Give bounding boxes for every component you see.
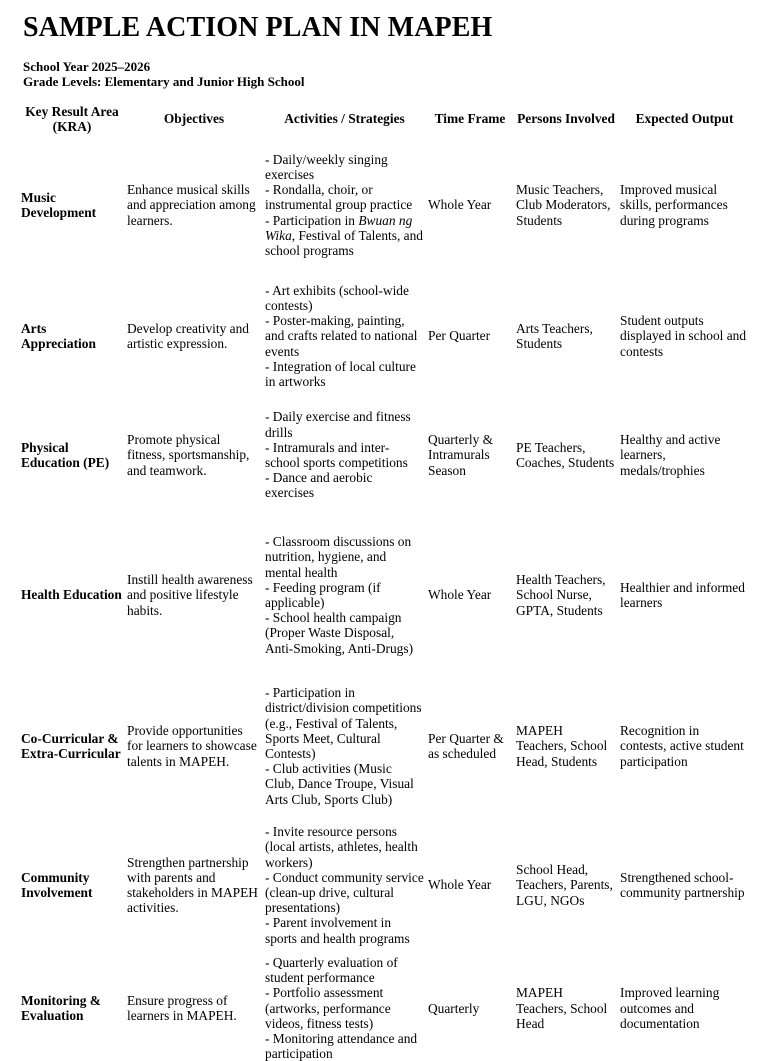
cell-expected-output: Healthy and active learners, medals/trophies [620, 432, 721, 478]
table-header-row [19, 103, 751, 135]
cell-time-frame: Quarterly & Intramurals Season [428, 432, 494, 478]
activity-item: - Quarterly evaluation of student performance [265, 955, 398, 986]
activity-item: - Monitoring attendance and participation [265, 1031, 418, 1061]
cell-persons: Music Teachers, Club Moderators, Students [516, 182, 611, 228]
header-objectives: Objectives [163, 111, 225, 127]
cell-expected-output: Strengthened school-community partnership [620, 869, 745, 900]
cell-persons: Arts Teachers, Students [516, 320, 593, 351]
header-activities: Activities / Strategies [284, 111, 405, 127]
activity-item: - Art exhibits (school-wide contests) [265, 282, 409, 313]
table-row [19, 275, 751, 397]
activity-item: - Parent involvement in sports and health programs [265, 915, 410, 946]
cell-objective: Provide opportunities for learners to showcase talents in MAPEH. [127, 723, 257, 769]
school-year: School Year 2025–2026 [23, 59, 151, 74]
activity-item: - School health campaign (Proper Waste Disposal, Anti-Smoking, Anti-Drugs) [265, 610, 414, 656]
activity-item: - Rondalla, choir, or instrumental group practice [265, 182, 413, 213]
cell-objective: Develop creativity and artistic expression. [127, 320, 249, 351]
cell-activities [263, 513, 426, 677]
cell-time-frame: Per Quarter & as scheduled [428, 730, 504, 761]
activity-item: - Portfolio assessment (artworks, performance videos, fitness tests) [265, 985, 391, 1031]
grade-levels: Grade Levels: Elementary and Junior High School [23, 74, 305, 89]
cell-kra: Co-Curricular & Extra-Curricular [21, 730, 121, 761]
cell-activities [263, 135, 426, 275]
cell-persons: Health Teachers, School Nurse, GPTA, Students [516, 572, 606, 618]
activity-item: - Dance and aerobic exercises [265, 470, 373, 501]
cell-activities [263, 397, 426, 513]
cell-kra: Music Development [21, 189, 97, 220]
activity-item: - Feeding program (if applicable) [265, 579, 381, 610]
cell-kra: Physical Education (PE) [21, 439, 110, 470]
table-row [19, 677, 751, 815]
cell-activities [263, 275, 426, 397]
table-row [19, 397, 751, 513]
cell-time-frame: Whole Year [428, 587, 492, 603]
activity-item: - Classroom discussions on nutrition, hygiene, and mental health [265, 534, 412, 580]
cell-expected-output: Student outputs displayed in school and contests [620, 313, 747, 359]
cell-kra: Monitoring & Evaluation [21, 993, 101, 1024]
cell-objective: Promote physical fitness, sportsmanship, and teamwork. [127, 432, 250, 478]
table-row [19, 135, 751, 275]
cell-persons: MAPEH Teachers, School Head, Students [516, 723, 608, 769]
cell-persons: MAPEH Teachers, School Head [516, 985, 608, 1031]
header-expected-output: Expected Output [635, 111, 734, 127]
cell-expected-output: Healthier and informed learners [620, 579, 745, 610]
event-name-italic: Bwuan ng Wika [265, 212, 413, 243]
cell-activities [263, 677, 426, 815]
activity-item: - Intramurals and inter-school sports competitions [265, 439, 408, 470]
document-title: SAMPLE ACTION PLAN IN MAPEH [23, 12, 493, 43]
table-row [19, 955, 751, 1061]
cell-kra: Health Education [21, 587, 122, 603]
cell-time-frame: Whole Year [428, 197, 492, 213]
cell-time-frame: Whole Year [428, 877, 492, 893]
cell-activities [263, 955, 426, 1061]
activity-item: - Poster-making, painting, and crafts related to national events [265, 313, 418, 359]
cell-objective: Instill health awareness and positive lifestyle habits. [127, 572, 253, 618]
cell-objective: Ensure progress of learners in MAPEH. [127, 993, 237, 1024]
cell-expected-output: Improved learning outcomes and documentation [620, 985, 720, 1031]
cell-activities [263, 815, 426, 955]
header-time-frame: Time Frame [434, 111, 506, 127]
cell-kra: Community Involvement [21, 869, 93, 900]
cell-kra: Arts Appreciation [21, 320, 96, 351]
cell-objective: Strengthen partnership with parents and stakeholders in MAPEH activities. [127, 854, 258, 916]
cell-time-frame: Per Quarter [428, 328, 491, 344]
cell-objective: Enhance musical skills and appreciation among learners. [127, 182, 256, 228]
table-row [19, 513, 751, 677]
cell-persons: PE Teachers, Coaches, Students [516, 439, 615, 470]
activity-item: - Daily/weekly singing exercises [265, 151, 388, 182]
cell-expected-output: Recognition in contests, active student participation [620, 723, 744, 769]
activity-item: - Daily exercise and fitness drills [265, 409, 411, 440]
action-plan-table [19, 103, 751, 1061]
activity-item: - Club activities (Music Club, Dance Troupe, Visual Arts Club, Sports Club) [265, 761, 414, 807]
header-kra: Key Result Area (KRA) [25, 103, 119, 134]
activity-item: - Integration of local culture in artworks [265, 358, 416, 389]
activity-item: - Invite resource persons (local artists, athletes, health workers) [265, 824, 418, 870]
cell-persons: School Head, Teachers, Parents, LGU, NGOs [516, 862, 613, 908]
cell-time-frame: Quarterly [428, 1000, 480, 1016]
activity-item: - Participation in Bwuan ng Wika, Festival of Talents, and school programs [265, 212, 423, 258]
header-persons: Persons Involved [517, 111, 615, 127]
table-body [19, 135, 751, 1061]
cell-expected-output: Improved musical skills, performances during programs [620, 182, 728, 228]
table-row [19, 815, 751, 955]
activity-item: - Conduct community service (clean-up drive, cultural presentations) [265, 869, 424, 916]
activity-item: - Participation in district/division competitions (e.g., Festival of Talents, Sports Meet, Cultural Contests) [265, 685, 422, 761]
